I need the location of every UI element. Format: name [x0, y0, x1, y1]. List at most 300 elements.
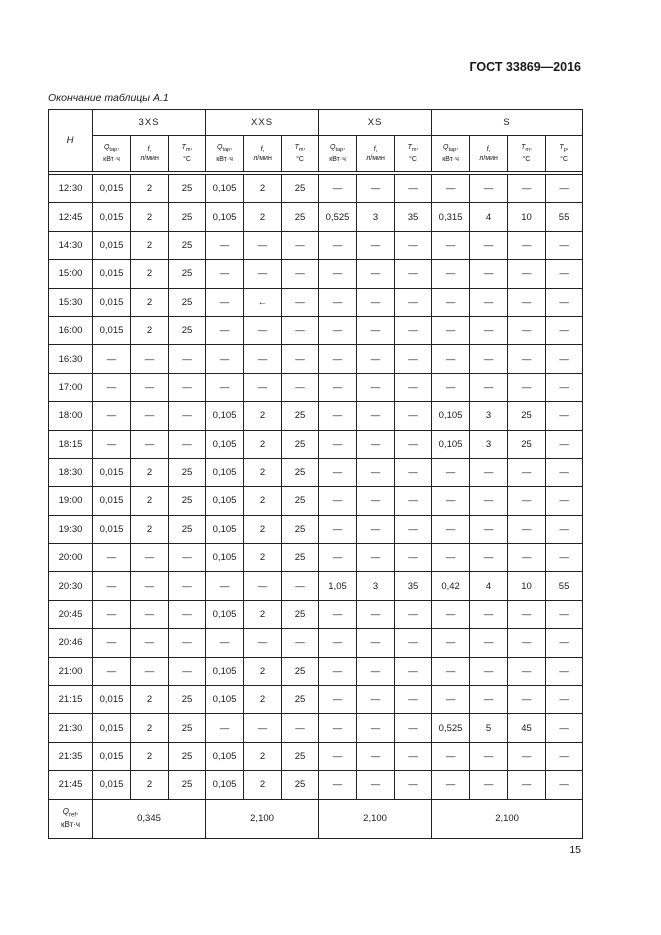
value-cell: —: [131, 544, 169, 572]
value-cell: 25: [169, 771, 206, 799]
time-cell: 20:30: [49, 572, 93, 600]
value-cell: —: [357, 288, 395, 316]
value-cell: —: [357, 771, 395, 799]
table-row: [49, 231, 583, 259]
group-header-xxs: XXS: [206, 110, 319, 136]
value-cell: —: [508, 288, 546, 316]
value-cell: —: [546, 714, 583, 742]
value-cell: 25: [169, 714, 206, 742]
value-cell: 4: [470, 572, 508, 600]
value-cell: 0,105: [206, 686, 244, 714]
value-cell: —: [282, 572, 319, 600]
value-cell: —: [206, 629, 244, 657]
value-cell: 0,105: [206, 487, 244, 515]
value-cell: 3: [470, 430, 508, 458]
value-cell: —: [206, 288, 244, 316]
standard-number: ГОСТ 33869—2016: [469, 60, 581, 74]
value-cell: —: [131, 430, 169, 458]
value-cell: —: [546, 544, 583, 572]
value-cell: —: [206, 231, 244, 259]
value-cell: 2: [244, 686, 282, 714]
time-cell: 15:30: [49, 288, 93, 316]
value-cell: 3: [470, 402, 508, 430]
value-cell: 0,015: [93, 175, 131, 203]
value-cell: —: [508, 742, 546, 770]
value-cell: —: [319, 430, 357, 458]
value-cell: —: [508, 657, 546, 685]
value-cell: —: [319, 686, 357, 714]
value-cell: —: [432, 742, 470, 770]
value-cell: —: [319, 288, 357, 316]
value-cell: —: [93, 345, 131, 373]
page-number: 15: [569, 844, 581, 856]
value-cell: —: [546, 515, 583, 543]
value-cell: —: [244, 231, 282, 259]
value-cell: —: [395, 714, 432, 742]
value-cell: 25: [282, 686, 319, 714]
value-cell: —: [395, 260, 432, 288]
value-cell: —: [508, 771, 546, 799]
time-cell: 12:30: [49, 175, 93, 203]
time-cell: 16:30: [49, 345, 93, 373]
value-cell: —: [244, 316, 282, 344]
group-header-xs: XS: [319, 110, 432, 136]
value-cell: 25: [282, 487, 319, 515]
value-cell: —: [395, 742, 432, 770]
value-cell: —: [508, 316, 546, 344]
value-cell: —: [93, 572, 131, 600]
sub-header-row: [49, 136, 583, 172]
value-cell: 2: [131, 316, 169, 344]
value-cell: 0,525: [432, 714, 470, 742]
value-cell: —: [432, 657, 470, 685]
value-cell: —: [508, 175, 546, 203]
value-cell: 25: [169, 260, 206, 288]
value-cell: —: [546, 345, 583, 373]
value-cell: —: [546, 686, 583, 714]
value-cell: —: [319, 260, 357, 288]
table-row: [49, 288, 583, 316]
table-row: [49, 316, 583, 344]
value-cell: 2: [131, 231, 169, 259]
value-cell: 2: [244, 515, 282, 543]
value-cell: —: [395, 458, 432, 486]
value-cell: 2: [244, 175, 282, 203]
table-row: [49, 629, 583, 657]
value-cell: —: [395, 316, 432, 344]
value-cell: —: [282, 288, 319, 316]
value-cell: —: [357, 515, 395, 543]
value-cell: 55: [546, 203, 583, 231]
value-cell: 0,015: [93, 515, 131, 543]
value-cell: —: [470, 742, 508, 770]
value-cell: 2: [131, 515, 169, 543]
value-cell: 0,015: [93, 288, 131, 316]
value-cell: —: [395, 373, 432, 401]
value-cell: 35: [395, 203, 432, 231]
value-cell: —: [244, 629, 282, 657]
value-cell: —: [319, 714, 357, 742]
value-cell: —: [546, 458, 583, 486]
value-cell: 4: [470, 203, 508, 231]
value-cell: 0,105: [206, 203, 244, 231]
value-cell: 25: [282, 544, 319, 572]
value-cell: —: [357, 260, 395, 288]
value-cell: 2: [131, 686, 169, 714]
value-cell: 2: [131, 487, 169, 515]
value-cell: —: [432, 231, 470, 259]
value-cell: —: [432, 544, 470, 572]
value-cell: —: [470, 458, 508, 486]
value-cell: 25: [282, 742, 319, 770]
sub-header-tp-g3: $T_p$, °C: [546, 136, 583, 172]
value-cell: —: [432, 686, 470, 714]
sub-header-tm-g0: $T_m$, °C: [169, 136, 206, 172]
value-cell: 0,105: [206, 657, 244, 685]
value-cell: —: [357, 345, 395, 373]
value-cell: —: [319, 458, 357, 486]
total-value: 2,100: [319, 799, 432, 838]
value-cell: 35: [395, 572, 432, 600]
value-cell: 0,015: [93, 742, 131, 770]
value-cell: 2: [244, 771, 282, 799]
time-cell: 15:00: [49, 260, 93, 288]
value-cell: —: [395, 430, 432, 458]
value-cell: 10: [508, 572, 546, 600]
value-cell: —: [470, 600, 508, 628]
table-row: [49, 458, 583, 486]
value-cell: —: [546, 316, 583, 344]
value-cell: —: [282, 373, 319, 401]
value-cell: —: [93, 544, 131, 572]
table-row: [49, 714, 583, 742]
table-row: [49, 686, 583, 714]
value-cell: 0,105: [206, 771, 244, 799]
value-cell: —: [357, 714, 395, 742]
value-cell: —: [357, 458, 395, 486]
value-cell: —: [470, 373, 508, 401]
table-row: [49, 742, 583, 770]
value-cell: —: [432, 175, 470, 203]
value-cell: —: [546, 430, 583, 458]
value-cell: 2: [244, 657, 282, 685]
value-cell: 2: [131, 458, 169, 486]
value-cell: —: [395, 657, 432, 685]
value-cell: —: [395, 288, 432, 316]
value-cell: —: [508, 686, 546, 714]
value-cell: —: [319, 515, 357, 543]
value-cell: —: [131, 572, 169, 600]
value-cell: —: [244, 373, 282, 401]
value-cell: —: [319, 175, 357, 203]
sub-header-f-g3: f, л/мин: [470, 136, 508, 172]
table-row: [49, 260, 583, 288]
value-cell: 0,015: [93, 771, 131, 799]
value-cell: —: [357, 629, 395, 657]
value-cell: —: [169, 402, 206, 430]
value-cell: 0,015: [93, 203, 131, 231]
value-cell: —: [470, 771, 508, 799]
time-cell: 20:45: [49, 600, 93, 628]
value-cell: 2: [244, 742, 282, 770]
value-cell: 2: [244, 458, 282, 486]
value-cell: 0,105: [206, 742, 244, 770]
value-cell: 25: [508, 402, 546, 430]
value-cell: —: [546, 231, 583, 259]
time-cell: 21:45: [49, 771, 93, 799]
value-cell: 0,105: [432, 402, 470, 430]
sub-header-q-g1: $Q_{tap}$, кВт·ч: [206, 136, 244, 172]
value-cell: 2: [131, 203, 169, 231]
value-cell: —: [432, 771, 470, 799]
hour-header: Н: [49, 110, 93, 172]
value-cell: —: [244, 345, 282, 373]
value-cell: 25: [282, 458, 319, 486]
value-cell: —: [131, 345, 169, 373]
value-cell: —: [169, 373, 206, 401]
value-cell: ←: [244, 288, 282, 316]
value-cell: —: [319, 600, 357, 628]
data-table: [48, 109, 583, 839]
value-cell: —: [319, 742, 357, 770]
value-cell: —: [546, 288, 583, 316]
group-header-s: S: [432, 110, 583, 136]
table-row: [49, 373, 583, 401]
value-cell: 2: [244, 487, 282, 515]
value-cell: —: [470, 657, 508, 685]
value-cell: —: [357, 742, 395, 770]
value-cell: 55: [546, 572, 583, 600]
value-cell: 25: [508, 430, 546, 458]
value-cell: —: [357, 175, 395, 203]
value-cell: —: [319, 487, 357, 515]
value-cell: —: [508, 629, 546, 657]
time-cell: 18:15: [49, 430, 93, 458]
total-value: 2,100: [206, 799, 319, 838]
value-cell: —: [470, 288, 508, 316]
value-cell: 25: [282, 515, 319, 543]
value-cell: —: [169, 572, 206, 600]
value-cell: —: [357, 231, 395, 259]
value-cell: —: [432, 600, 470, 628]
value-cell: —: [319, 771, 357, 799]
value-cell: 25: [169, 458, 206, 486]
value-cell: —: [546, 600, 583, 628]
value-cell: —: [508, 458, 546, 486]
value-cell: —: [508, 487, 546, 515]
value-cell: 0,525: [319, 203, 357, 231]
value-cell: —: [206, 260, 244, 288]
value-cell: 0,015: [93, 686, 131, 714]
value-cell: 0,105: [206, 515, 244, 543]
value-cell: —: [93, 657, 131, 685]
value-cell: —: [395, 487, 432, 515]
value-cell: —: [508, 260, 546, 288]
value-cell: —: [470, 515, 508, 543]
value-cell: 25: [282, 771, 319, 799]
value-cell: 0,42: [432, 572, 470, 600]
value-cell: 25: [169, 175, 206, 203]
value-cell: 2: [131, 714, 169, 742]
value-cell: —: [508, 231, 546, 259]
value-cell: 2: [131, 260, 169, 288]
value-cell: —: [546, 373, 583, 401]
time-cell: 20:00: [49, 544, 93, 572]
value-cell: —: [546, 771, 583, 799]
value-cell: 2: [244, 600, 282, 628]
value-cell: —: [93, 402, 131, 430]
value-cell: 25: [169, 203, 206, 231]
value-cell: —: [357, 316, 395, 344]
value-cell: —: [432, 288, 470, 316]
value-cell: —: [244, 714, 282, 742]
sub-header-tm-g1: $T_m$, °C: [282, 136, 319, 172]
value-cell: —: [131, 629, 169, 657]
value-cell: —: [357, 430, 395, 458]
value-cell: —: [206, 373, 244, 401]
value-cell: —: [93, 430, 131, 458]
value-cell: —: [93, 600, 131, 628]
value-cell: —: [282, 629, 319, 657]
table-row: [49, 515, 583, 543]
sub-header-f-g0: f, л/мин: [131, 136, 169, 172]
value-cell: 2: [244, 430, 282, 458]
value-cell: —: [93, 373, 131, 401]
value-cell: 0,015: [93, 231, 131, 259]
table-row: [49, 771, 583, 799]
value-cell: —: [319, 231, 357, 259]
value-cell: —: [432, 629, 470, 657]
value-cell: 45: [508, 714, 546, 742]
time-cell: 19:00: [49, 487, 93, 515]
value-cell: —: [131, 373, 169, 401]
value-cell: —: [546, 657, 583, 685]
value-cell: —: [470, 487, 508, 515]
value-cell: —: [357, 487, 395, 515]
value-cell: —: [169, 629, 206, 657]
value-cell: 0,105: [206, 430, 244, 458]
value-cell: 2: [131, 175, 169, 203]
value-cell: —: [319, 544, 357, 572]
value-cell: 0,105: [432, 430, 470, 458]
value-cell: 25: [282, 203, 319, 231]
value-cell: —: [470, 629, 508, 657]
value-cell: —: [546, 402, 583, 430]
value-cell: 0,015: [93, 260, 131, 288]
value-cell: 25: [169, 515, 206, 543]
total-value: 0,345: [93, 799, 206, 838]
group-header-row: [49, 110, 583, 136]
value-cell: 2: [131, 742, 169, 770]
value-cell: —: [395, 515, 432, 543]
value-cell: —: [93, 629, 131, 657]
value-cell: —: [470, 260, 508, 288]
value-cell: 0,105: [206, 600, 244, 628]
value-cell: —: [470, 544, 508, 572]
value-cell: 25: [282, 430, 319, 458]
value-cell: —: [244, 572, 282, 600]
value-cell: —: [508, 345, 546, 373]
value-cell: —: [319, 402, 357, 430]
value-cell: —: [131, 657, 169, 685]
value-cell: —: [395, 771, 432, 799]
value-cell: 0,105: [206, 402, 244, 430]
value-cell: —: [395, 345, 432, 373]
time-cell: 21:35: [49, 742, 93, 770]
value-cell: 0,105: [206, 544, 244, 572]
value-cell: —: [395, 686, 432, 714]
sub-header-f-g2: f, л/мин: [357, 136, 395, 172]
value-cell: —: [395, 544, 432, 572]
table-row: [49, 402, 583, 430]
value-cell: —: [470, 231, 508, 259]
value-cell: 0,015: [93, 714, 131, 742]
value-cell: —: [470, 686, 508, 714]
sub-header-q-g2: $Q_{tap}$, кВт·ч: [319, 136, 357, 172]
value-cell: 25: [282, 175, 319, 203]
value-cell: —: [546, 629, 583, 657]
value-cell: —: [395, 231, 432, 259]
value-cell: —: [432, 316, 470, 344]
value-cell: —: [169, 430, 206, 458]
value-cell: —: [244, 260, 282, 288]
value-cell: 25: [169, 487, 206, 515]
value-cell: 25: [169, 231, 206, 259]
value-cell: —: [357, 600, 395, 628]
value-cell: —: [282, 260, 319, 288]
table-row: [49, 600, 583, 628]
value-cell: —: [357, 657, 395, 685]
value-cell: —: [395, 629, 432, 657]
value-cell: —: [395, 402, 432, 430]
value-cell: 25: [282, 600, 319, 628]
value-cell: —: [508, 544, 546, 572]
value-cell: —: [319, 629, 357, 657]
value-cell: —: [282, 316, 319, 344]
table-body: [49, 172, 583, 839]
time-cell: 21:30: [49, 714, 93, 742]
value-cell: —: [282, 714, 319, 742]
table-row: [49, 657, 583, 685]
table-caption: Окончание таблицы А.1: [48, 92, 169, 104]
total-value: 2,100: [432, 799, 583, 838]
value-cell: 25: [169, 742, 206, 770]
value-cell: 0,315: [432, 203, 470, 231]
value-cell: —: [546, 260, 583, 288]
sub-header-f-g1: f, л/мин: [244, 136, 282, 172]
value-cell: —: [319, 373, 357, 401]
value-cell: 2: [131, 771, 169, 799]
value-cell: —: [282, 345, 319, 373]
value-cell: 3: [357, 572, 395, 600]
value-cell: 25: [169, 686, 206, 714]
value-cell: —: [395, 600, 432, 628]
value-cell: —: [131, 402, 169, 430]
value-cell: —: [432, 260, 470, 288]
value-cell: —: [206, 572, 244, 600]
value-cell: 10: [508, 203, 546, 231]
value-cell: —: [319, 657, 357, 685]
value-cell: —: [131, 600, 169, 628]
value-cell: —: [319, 345, 357, 373]
time-cell: 21:15: [49, 686, 93, 714]
value-cell: 3: [357, 203, 395, 231]
value-cell: 2: [244, 402, 282, 430]
value-cell: 25: [169, 316, 206, 344]
total-label: $Q_{ref}$, кВт·ч: [49, 799, 93, 838]
sub-header-tm-g3: $T_m$, °C: [508, 136, 546, 172]
table-row: [49, 544, 583, 572]
